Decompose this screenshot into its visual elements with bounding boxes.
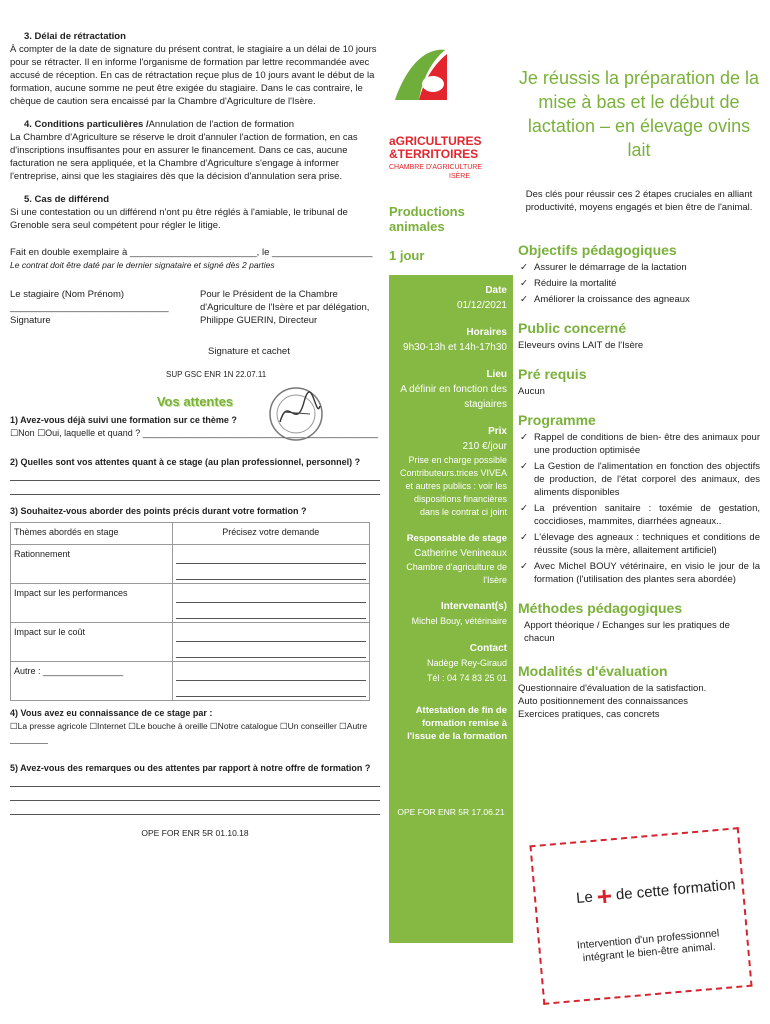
table-cell-theme: Impact sur le coût	[11, 623, 173, 662]
table-cell-input[interactable]	[172, 662, 369, 701]
section-5-title: 5. Cas de différend	[24, 194, 109, 205]
contact-label: Contact	[469, 643, 507, 654]
program-column	[518, 66, 760, 721]
table-header-themes: Thèmes abordés en stage	[11, 523, 173, 545]
logo-mark-icon	[389, 40, 513, 130]
stagiaire-line[interactable]: ______________________________	[10, 302, 169, 313]
productions-animales-title: Productions animales	[389, 204, 465, 234]
date-note: Le contrat doit être daté par le dernier signataire et signé dès 2 parties	[10, 260, 275, 270]
signature-stamp-icon	[266, 384, 326, 444]
objectifs-list	[518, 261, 760, 306]
list-item: ✓ Réduire la mortalité	[518, 277, 760, 290]
table-row	[11, 545, 370, 584]
objectifs-heading: Objectifs pédagogiques	[518, 242, 677, 258]
table-row	[11, 662, 370, 701]
responsable-label: Responsable de stage	[406, 533, 507, 544]
prix-note: Prise en charge possible Contributeurs.trices VIVEA et autres publics : voir les dispositions financières dans le contrat ci joint	[399, 455, 507, 517]
modalites-heading: Modalités d'évaluation	[518, 663, 668, 679]
sup-code: SUP GSC ENR 1N 22.07.11	[166, 370, 267, 379]
question-3: 3) Souhaitez-vous aborder des points précis durant votre formation ?	[10, 506, 307, 516]
answer-line[interactable]	[10, 485, 380, 495]
prerequis-heading: Pré requis	[518, 366, 587, 382]
table-cell-input[interactable]	[172, 545, 369, 584]
prix-value: 210 €/jour	[462, 441, 507, 452]
question-5: 5) Avez-vous des remarques ou des attentes par rapport à notre offre de formation ?	[10, 763, 371, 773]
logo-text-chambre: CHAMBRE D'AGRICULTURE	[389, 164, 482, 171]
list-item: ✓ Assurer le démarrage de la lactation	[518, 261, 760, 274]
table-header-demande: Précisez votre demande	[172, 523, 369, 545]
footer-mid-code: OPE FOR ENR 5R 17.06.21	[397, 807, 505, 817]
horaires-value: 9h30-13h et 14h-17h30	[403, 342, 507, 353]
question-1: 1) Avez-vous déjà suivi une formation sur ce thème ?	[10, 415, 237, 425]
methodes-text: Apport théorique / Echanges sur les pratiques de chacun	[524, 620, 730, 644]
attestation-text: Attestation de fin de formation remise à l'issue de la formation	[407, 705, 507, 742]
footer-left-code: OPE FOR ENR 5R 01.10.18	[141, 828, 249, 838]
stagiaire-label: Le stagiaire (Nom Prénom)	[10, 289, 125, 300]
promo-rest: de cette formation	[615, 876, 737, 904]
section-4-title: 4. Conditions particulières /	[24, 119, 149, 130]
list-item: ✓ L'élevage des agneaux : techniques et conditions de réussite (sous la mère, allaitement artificiel)	[518, 531, 760, 557]
table-row	[11, 623, 370, 662]
training-subtitle: Des clés pour réussir ces 2 étapes cruciales en alliant productivité, moyens engagés et bien être de l'animal.	[525, 189, 753, 213]
promo-box	[529, 827, 752, 1005]
list-item: ✓ Avec Michel BOUY vétérinaire, en visio le jour de la formation (l'utilisation des plantes sera abordée)	[518, 560, 760, 586]
contact-name: Nadège Rey-Giraud	[426, 658, 507, 668]
responsable-org: Chambre d'agriculture de l'Isère	[406, 562, 507, 585]
programme-heading: Programme	[518, 412, 596, 428]
signature-label: Signature	[10, 315, 51, 326]
modalites-line: Exercices pratiques, cas concrets	[518, 709, 660, 720]
section-4-text: La Chambre d'Agriculture se réserve le droit d'annuler l'action de formation, en cas d'inscriptions insuffisantes pour en assurer le financement. Dans ce cas, aucune facturation ne sera appliquée, et la Chambre d'Agriculture s'engage à informer l'entreprise, ainsi que les stagiaires dès que la décision d'annulation sera prise.	[10, 132, 358, 182]
answer-line[interactable]	[10, 777, 380, 787]
date-value: 01/12/2021	[456, 300, 507, 311]
question-1-options[interactable]: ☐Non ☐Oui, laquelle et quand ? _______________________________________________	[10, 428, 378, 438]
prerequis-text: Aucun	[518, 386, 545, 397]
table-cell-theme: Impact sur les performances	[11, 584, 173, 623]
section-3-title: 3. Délai de rétractation	[24, 31, 126, 42]
list-item: ✓ La prévention sanitaire : toxémie de gestation, coccidioses, mammites, diarrhées agneaux..	[518, 502, 760, 528]
logo-text-isere: ISÈRE	[449, 173, 471, 180]
question-2: 2) Quelles sont vos attentes quant à ce stage (au plan professionnel, personnel) ?	[10, 457, 361, 467]
list-item: ✓ Rappel de conditions de bien- être des animaux pour une production optimisée	[518, 431, 760, 457]
responsable-name: Catherine Venineaux	[414, 548, 507, 559]
methodes-heading: Méthodes pédagogiques	[518, 600, 683, 616]
logo-text-territoires: &TERRITOIRES	[389, 147, 479, 161]
list-item: ✓ Améliorer la croissance des agneaux	[518, 293, 760, 306]
table-cell-theme: Rationnement	[11, 545, 173, 584]
prix-label: Prix	[488, 426, 507, 437]
programme-list	[518, 431, 760, 586]
promo-text: Intervention d'un professionnel intégrant le bien-être animal.	[576, 927, 720, 965]
attentes-title: Vos attentes	[156, 394, 234, 409]
table-cell-theme[interactable]: Autre : ________________	[11, 662, 173, 701]
table-cell-input[interactable]	[172, 584, 369, 623]
answer-line[interactable]	[10, 805, 380, 815]
duration-label: 1 jour	[389, 248, 425, 263]
horaires-label: Horaires	[466, 327, 507, 338]
logo-text-agricultures: aGRICULTURES	[389, 134, 482, 148]
plus-icon: +	[595, 880, 614, 912]
contact-phone[interactable]: Tél : 04 74 83 25 01	[426, 673, 507, 683]
info-panel	[389, 275, 513, 943]
president-text: Pour le Président de la Chambre d'Agriculture de l'Isère et par délégation, Philippe GUERIN, Directeur	[200, 289, 370, 326]
table-cell-input[interactable]	[172, 623, 369, 662]
list-item: ✓ La Gestion de l'alimentation en fonction des objectifs de production, de l'état corporel des animaux, des aliments disponibles	[518, 460, 760, 499]
question-4-options[interactable]: ☐La presse agricole ☐Internet ☐Le bouche à oreille ☐Notre catalogue ☐Un conseiller ☐Autre ________	[10, 721, 368, 744]
training-title: Je réussis la préparation de la mise à bas et le début de lactation – en élevage ovins lait	[518, 68, 760, 160]
chambre-agriculture-logo	[389, 40, 513, 200]
public-heading: Public concerné	[518, 320, 627, 336]
question-4: 4) Vous avez eu connaissance de ce stage par :	[10, 708, 213, 718]
intervenant-value: Michel Bouy, vétérinaire	[411, 616, 507, 626]
date-label: Date	[485, 285, 507, 296]
section-3-text: À compter de la date de signature du présent contrat, le stagiaire a un délai de 10 jours pour se rétracter. Il en informe l'organisme de formation par lettre recommandée avec accusé de réception. En cas de rétractation reçue plus de 10 jours avant le début de la formation, aucune somme ne peut être exigée du stagiaire. Dans le cas contraire, le chèque de caution sera encaissé par la Chambre d'Agriculture de l'Isère.	[10, 44, 377, 107]
signature-cachet-label: Signature et cachet	[208, 346, 290, 357]
promo-le: Le	[575, 888, 594, 908]
modalites-line: Auto positionnement des connaissances	[518, 696, 689, 707]
lieu-label: Lieu	[486, 369, 507, 380]
section-4-subtitle: Annulation de l'action de formation	[148, 119, 295, 130]
section-5-text: Si une contestation ou un différend n'ont pu être réglés à l'amiable, le tribunal de Grenoble sera seul compétent pour régler le litige.	[10, 207, 348, 231]
answer-line[interactable]	[10, 791, 380, 801]
intervenant-label: Intervenant(s)	[440, 601, 507, 612]
table-row	[11, 584, 370, 623]
themes-table	[10, 522, 370, 701]
info-column	[389, 40, 513, 943]
public-text: Eleveurs ovins LAIT de l'Isère	[518, 340, 644, 351]
fait-line[interactable]: Fait en double exemplaire à ________________________, le ___________________	[10, 247, 373, 258]
lieu-value: A définir en fonction des stagiaires	[400, 384, 507, 410]
answer-line[interactable]	[10, 471, 380, 481]
modalites-line: Questionnaire d'évaluation de la satisfaction.	[518, 683, 707, 694]
